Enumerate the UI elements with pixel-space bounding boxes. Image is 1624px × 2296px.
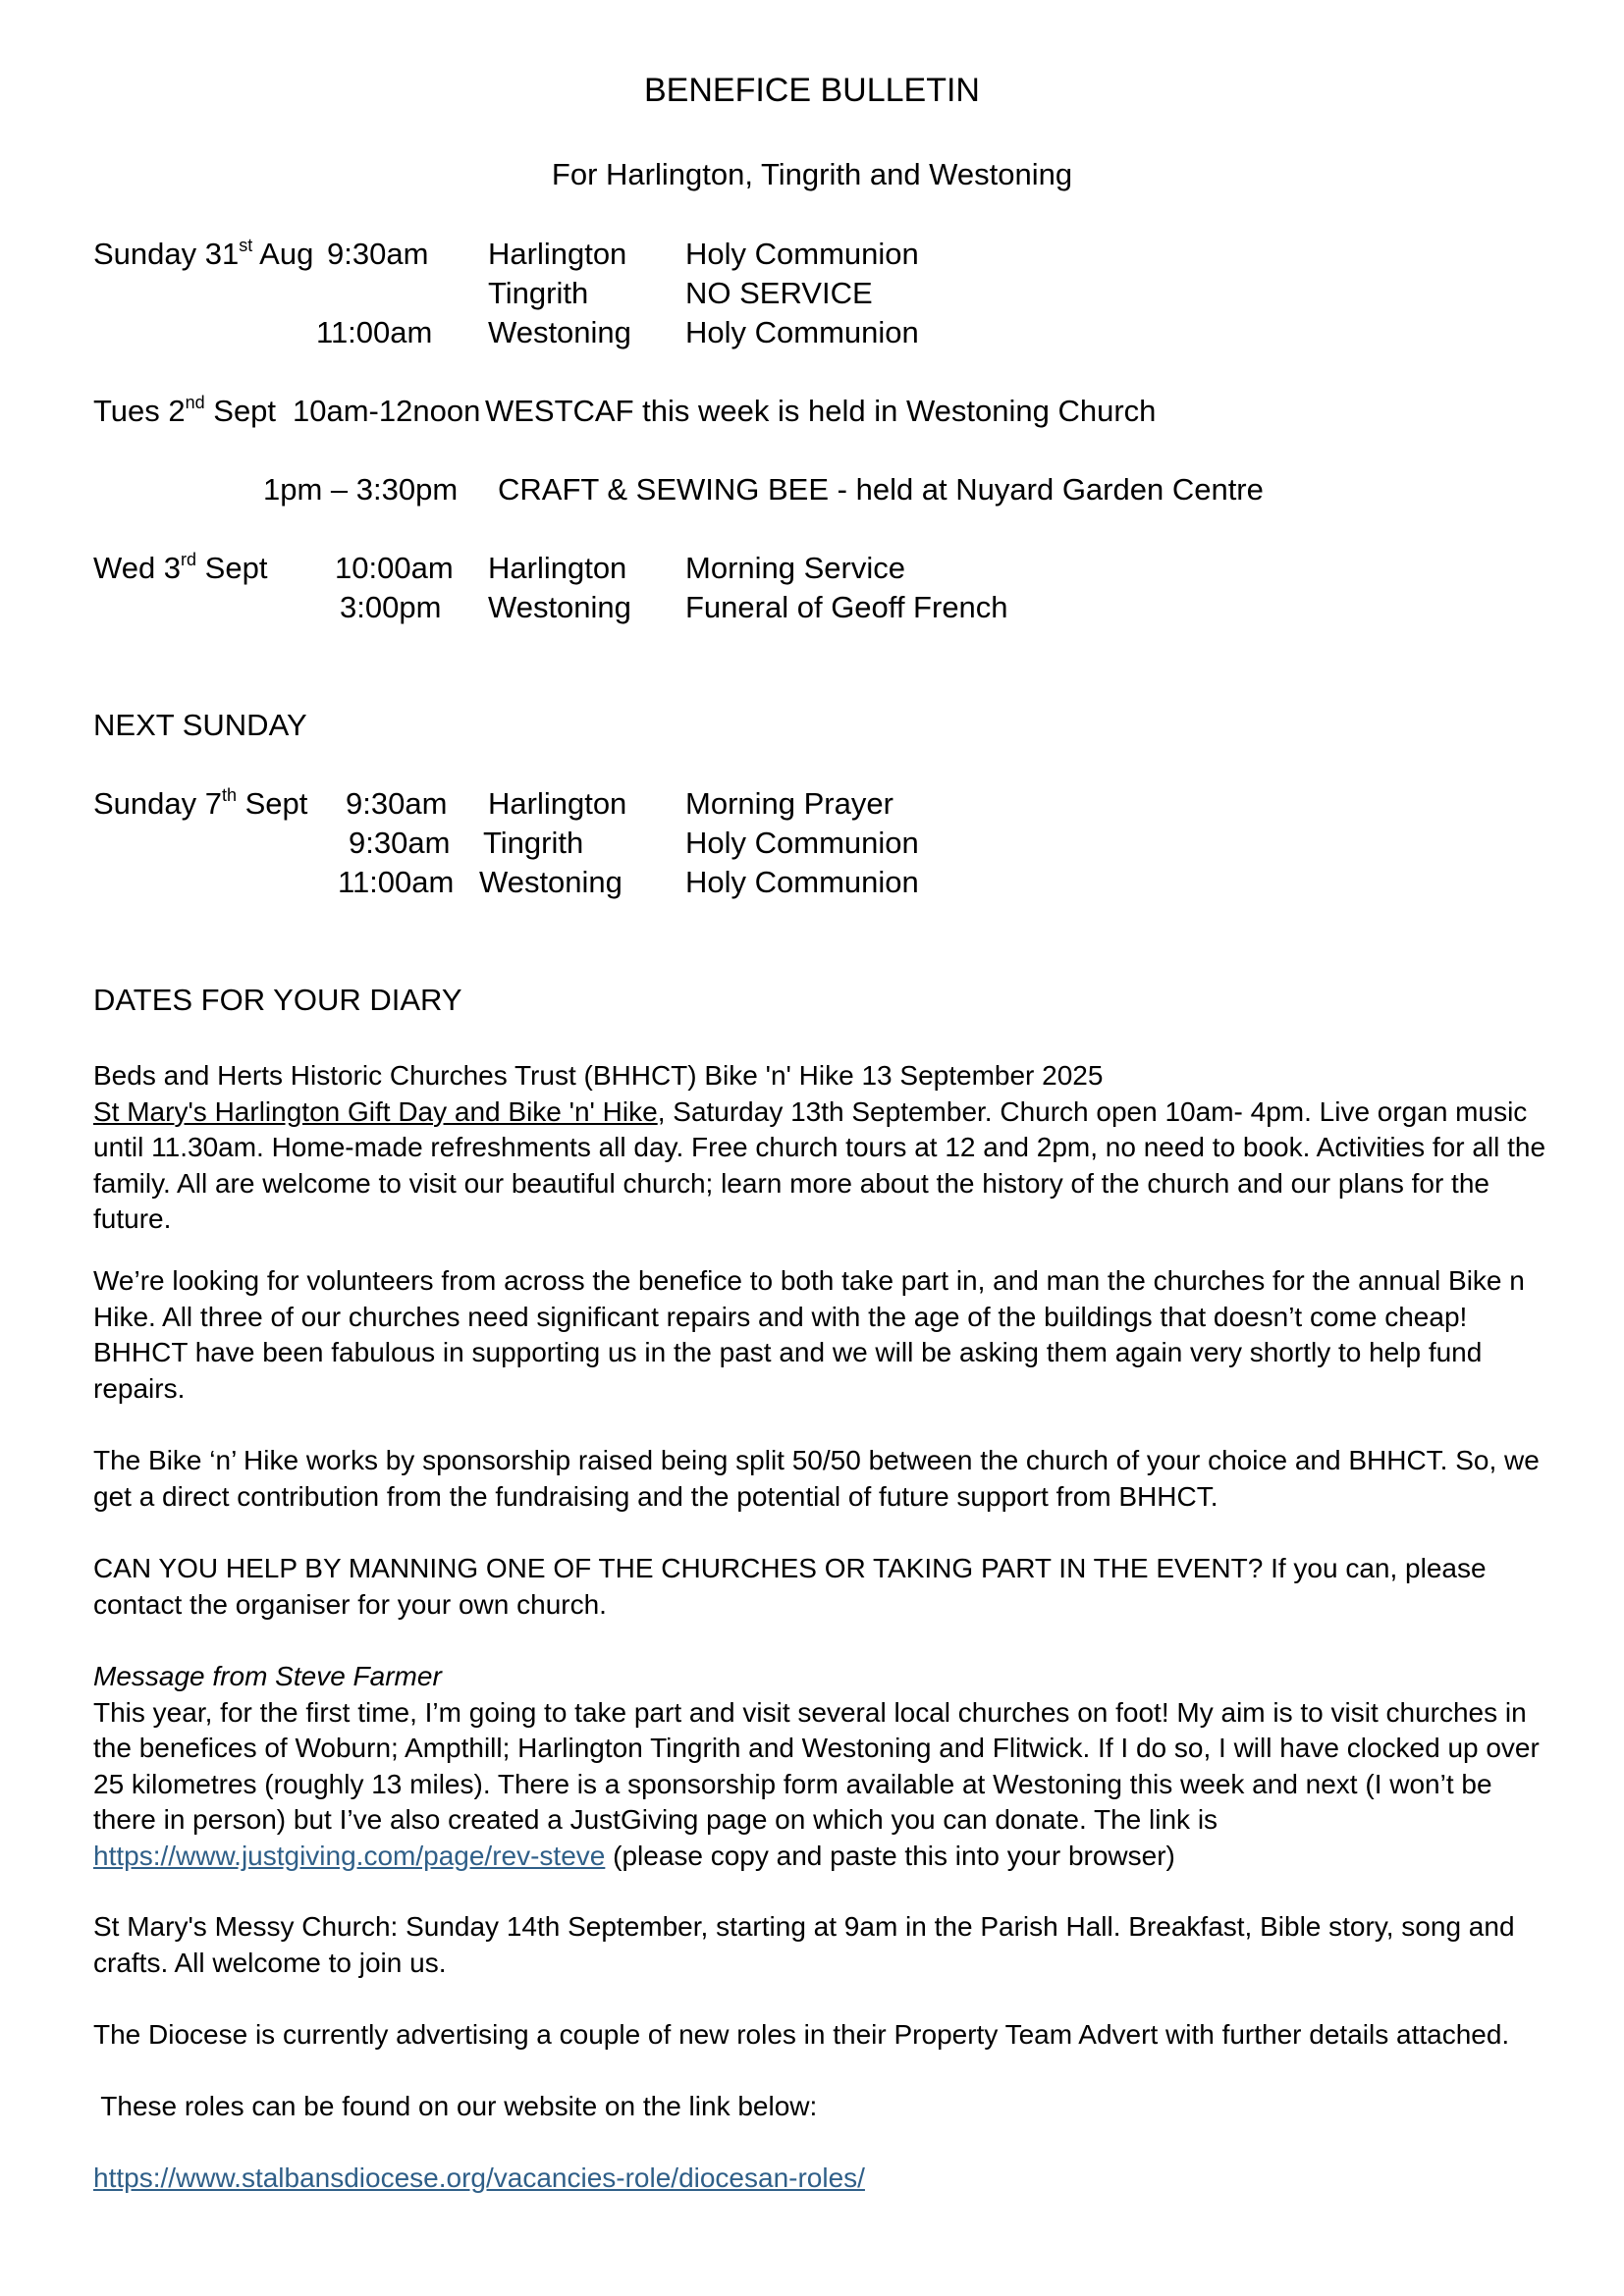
messy-church-paragraph: St Mary's Messy Church: Sunday 14th September, starting at 9am in the Parish Hall. Breakfast, Bible story, song and crafts. All welcome to join us. bbox=[93, 1911, 1515, 1978]
sun31-place-1: Harlington bbox=[488, 237, 627, 271]
sun31-time-3: 11:00am bbox=[316, 315, 433, 349]
sun7-service-2: Holy Communion bbox=[685, 826, 919, 860]
diocese-roles-link[interactable]: https://www.stalbansdiocese.org/vacancies-role/diocesan-roles/ bbox=[93, 2163, 865, 2193]
tue2-event: WESTCAF this week is held in Westoning Church bbox=[485, 394, 1157, 428]
sun7-place-3: Westoning bbox=[479, 865, 623, 899]
sun7-service-1: Morning Prayer bbox=[685, 786, 893, 821]
sun31-place-2: Tingrith bbox=[488, 276, 589, 310]
help-paragraph: CAN YOU HELP BY MANNING ONE OF THE CHURCHES OR TAKING PART IN THE EVENT? If you can, please contact the organiser for your own church. bbox=[93, 1553, 1487, 1620]
steve-message bbox=[93, 1659, 1546, 1874]
next-sunday-heading: NEXT SUNDAY bbox=[93, 708, 307, 742]
wed3-date: Wed 3rd Sept bbox=[93, 549, 268, 585]
wed3-service-1: Morning Service bbox=[685, 551, 905, 585]
sun31-service-3: Holy Communion bbox=[685, 315, 919, 349]
sun7-place-2: Tingrith bbox=[483, 826, 584, 860]
steve-after: (please copy and paste this into your browser) bbox=[605, 1840, 1175, 1871]
roles-paragraph: These roles can be found on our website on the link below: bbox=[93, 2091, 818, 2121]
sun7-date: Sunday 7th Sept bbox=[93, 784, 308, 821]
steve-heading: Message from Steve Farmer bbox=[93, 1661, 442, 1691]
wed3-place-2: Westoning bbox=[488, 590, 631, 624]
tue2-time: 10am-12noon bbox=[293, 394, 481, 428]
page-subtitle: For Harlington, Tingrith and Westoning bbox=[551, 157, 1073, 191]
sun31-time-1: 9:30am bbox=[327, 237, 429, 271]
steve-text: This year, for the first time, I’m going to take part and visit several local churches on foot! My aim is to visit churches in the benefices of Woburn; Ampthill; Harlington Tingrith and Westoning and Flitwick. If I do so, I will have clocked up over 25 kilometres (roughly 13 miles). There is a sponsorship form available at Westoning this week and next (I won’t be there in person) but I’ve also created a JustGiving page on which you can donate. The link is bbox=[93, 1696, 1540, 1835]
wed3-time-2: 3:00pm bbox=[340, 590, 442, 624]
page-title: BENEFICE BULLETIN bbox=[644, 72, 980, 109]
tue2-time-2: 1pm – 3:30pm bbox=[263, 472, 459, 507]
roles-link-line bbox=[93, 2161, 1546, 2197]
sun31-service-2: NO SERVICE bbox=[685, 276, 873, 310]
tue2-date: Tues 2nd Sept bbox=[93, 392, 277, 428]
volunteers-paragraph: We’re looking for volunteers from across the benefice to both take part in, and man the churches for the annual Bike n Hike. All three of our churches need significant repairs and with the age of the buildings that doesn’t come cheap! BHHCT have been fabulous in supporting us in the past and we will be asking them again very shortly to help fund repairs. bbox=[93, 1265, 1525, 1404]
sun31-date: Sunday 31st Aug bbox=[93, 235, 314, 271]
bhhct-line: Beds and Herts Historic Churches Trust (BHHCT) Bike 'n' Hike 13 September 2025 bbox=[93, 1060, 1104, 1091]
wed3-time-1: 10:00am bbox=[335, 551, 454, 585]
diocese-paragraph: The Diocese is currently advertising a couple of new roles in their Property Team Advert with further details attached. bbox=[93, 2019, 1510, 2050]
sun7-place-1: Harlington bbox=[488, 786, 627, 821]
sun7-time-2: 9:30am bbox=[349, 826, 451, 860]
sun31-place-3: Westoning bbox=[488, 315, 631, 349]
bhhct-paragraph bbox=[93, 1058, 1546, 1238]
justgiving-link[interactable]: https://www.justgiving.com/page/rev-steve bbox=[93, 1840, 606, 1871]
sun7-time-1: 9:30am bbox=[346, 786, 448, 821]
wed3-service-2: Funeral of Geoff French bbox=[685, 590, 1008, 624]
sun7-time-3: 11:00am bbox=[338, 865, 455, 899]
wed3-place-1: Harlington bbox=[488, 551, 627, 585]
sun31-service-1: Holy Communion bbox=[685, 237, 919, 271]
gift-day-text: , Saturday 13th September. Church open 10am- 4pm. Live organ music until 11.30am. Home-made refreshments all day. Free church tours at 12 and 2pm, no need to book. Activities for all the family. All are welcome to visit our beautiful church; learn more about the history of the church and our plans for the future. bbox=[93, 1095, 1546, 1234]
sun7-service-3: Holy Communion bbox=[685, 865, 919, 899]
gift-day-link[interactable]: St Mary's Harlington Gift Day and Bike 'n' Hike bbox=[93, 1095, 658, 1127]
tue2-event-2: CRAFT & SEWING BEE - held at Nuyard Garden Centre bbox=[498, 472, 1264, 507]
sponsorship-paragraph: The Bike ‘n’ Hike works by sponsorship raised being split 50/50 between the church of your choice and BHHCT. So, we get a direct contribution from the fundraising and the potential of future support from BHHCT. bbox=[93, 1445, 1540, 1512]
diary-heading: DATES FOR YOUR DIARY bbox=[93, 983, 462, 1017]
